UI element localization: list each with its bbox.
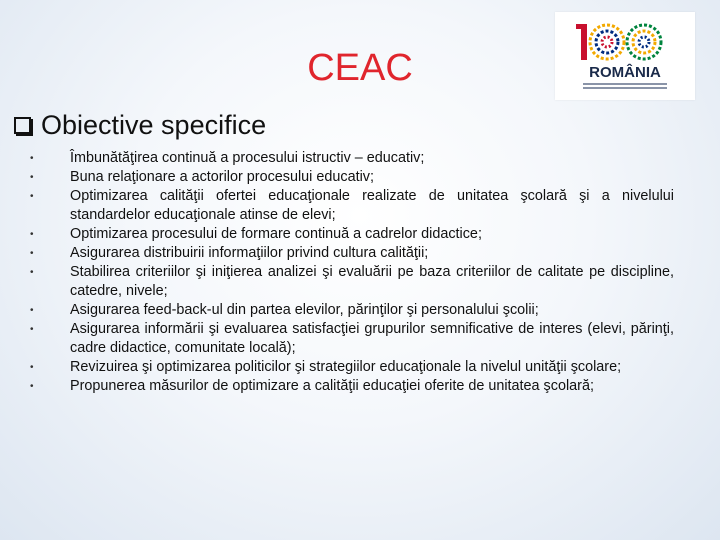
list-item-text: Revizuirea şi optimizarea politicilor şi strategiilor educaţionale la nivelul unităţii şcolare; (70, 359, 622, 375)
list-item-text: Buna relaţionare a actorilor procesului educativ; (70, 169, 374, 185)
logo-graphic (555, 12, 695, 100)
list-item (30, 320, 674, 358)
section-heading-text: Obiective specifice (41, 109, 267, 140)
list-item (30, 168, 674, 187)
list-item (30, 358, 674, 377)
bullet-icon: • (30, 153, 34, 164)
bullet-icon: • (30, 172, 34, 183)
logo-digit-one (581, 24, 587, 60)
list-item-text: Îmbunătăţirea continuă a procesului istructiv – educativ; (70, 150, 425, 166)
bullet-icon: • (30, 248, 34, 259)
list-item-text: Stabilirea criteriilor şi iniţierea analizei şi evaluării pe baza criteriilor de calitate pe discipline, catedre, nivele; (70, 264, 674, 299)
section-heading (14, 105, 266, 145)
list-item (30, 301, 674, 320)
bullet-icon: • (30, 381, 34, 392)
logo-country-text: ROMÂNIA (589, 64, 661, 81)
list-item-text: Optimizarea calităţii ofertei educaţionale realizate de unitatea şcolară şi a nivelului standardelor educaţionale atinse de elevi; (70, 188, 674, 223)
list-item-text: Asigurarea feed-back-ul din partea elevilor, părinţilor şi personalului şcolii; (70, 302, 539, 318)
bullet-icon: • (30, 305, 34, 316)
objectives-list (30, 149, 674, 396)
list-item (30, 187, 674, 225)
list-item (30, 225, 674, 244)
checkbox-icon (14, 117, 31, 134)
bullet-icon: • (30, 229, 34, 240)
list-item-text: Asigurarea informării şi evaluarea satisfacţiei grupurilor semnificative de interes (elevi, părinţi, cadre didactice, comunitate locală); (70, 321, 674, 356)
list-item-text: Propunerea măsurilor de optimizare a calităţii educaţiei oferite de unitatea şcolară; (70, 378, 594, 394)
slide-title: CEAC (307, 47, 413, 89)
bullet-icon: • (30, 362, 34, 373)
list-item (30, 244, 674, 263)
logo-zero-2 (627, 25, 661, 59)
bullet-icon: • (30, 191, 34, 202)
romania-centenary-logo (555, 12, 695, 100)
logo-zero-1 (590, 25, 624, 59)
list-item (30, 377, 674, 396)
bullet-icon: • (30, 324, 34, 335)
list-item (30, 263, 674, 301)
list-item-text: Optimizarea procesului de formare continuă a cadrelor didactice; (70, 226, 482, 242)
list-item-text: Asigurarea distribuirii informaţiilor privind cultura calităţii; (70, 245, 429, 261)
list-item (30, 149, 674, 168)
bullet-icon: • (30, 267, 34, 278)
